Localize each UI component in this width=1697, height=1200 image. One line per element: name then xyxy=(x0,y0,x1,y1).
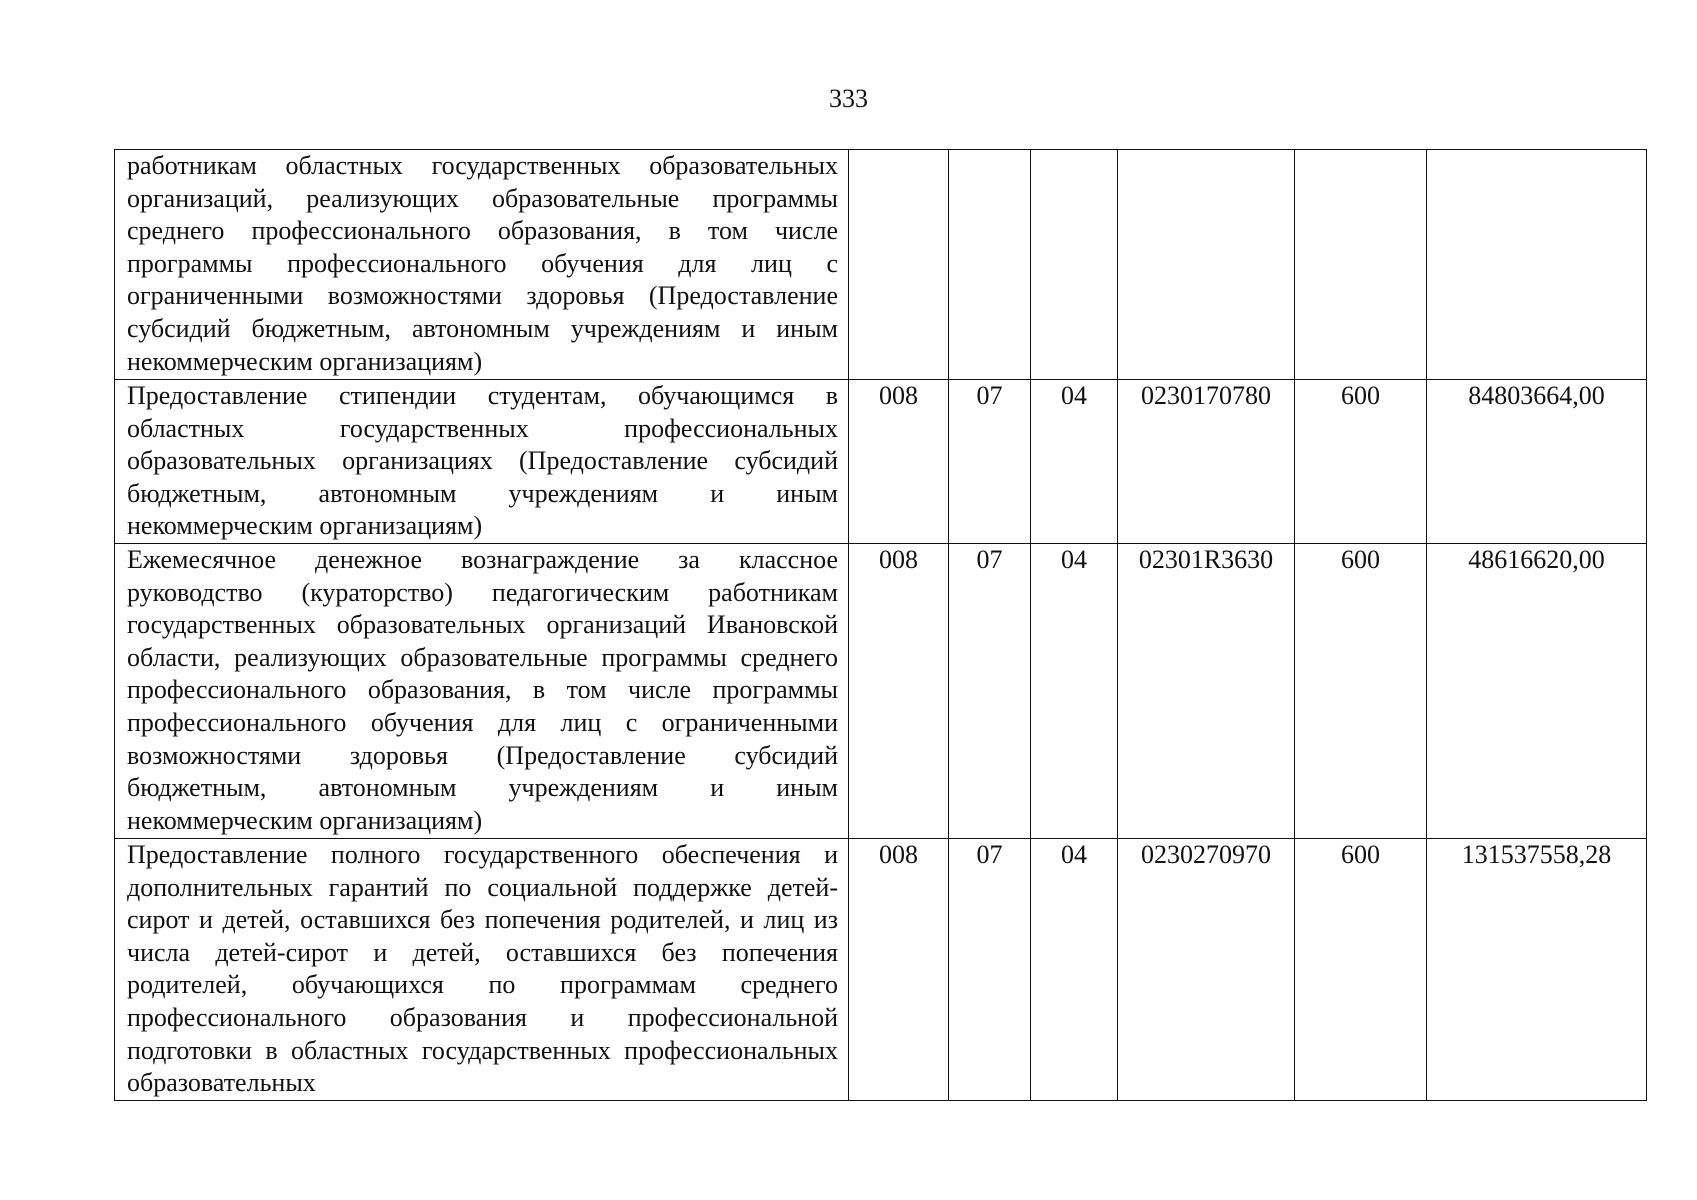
target-article-code: 0230270970 xyxy=(1118,839,1295,1101)
expense-type-code: 600 xyxy=(1295,380,1427,544)
target-article-code: 02301R3630 xyxy=(1118,544,1295,839)
subsection-code: 04 xyxy=(1031,544,1118,839)
table-row xyxy=(115,544,1647,839)
amount: 84803664,00 xyxy=(1427,380,1647,544)
amount: 131537558,28 xyxy=(1427,839,1647,1101)
expense-type-code: 600 xyxy=(1295,544,1427,839)
subsection-code: 04 xyxy=(1031,380,1118,544)
subsection-code xyxy=(1031,150,1118,380)
amount xyxy=(1427,150,1647,380)
section-code: 07 xyxy=(949,380,1031,544)
table-row xyxy=(115,150,1647,380)
ministry-code: 008 xyxy=(849,839,949,1101)
row-description: Предоставление полного государственного обеспечения и дополнительных гарантий по социальной поддержке детей-сирот и детей, оставшихся без попечения родителей, и лиц из числа детей-сирот и детей, оставшихся без попечения родителей, обучающихся по программам среднего профессионального образования и профессиональной подготовки в областных государственных профессиональных образовательных xyxy=(115,839,849,1101)
table-row xyxy=(115,380,1647,544)
amount: 48616620,00 xyxy=(1427,544,1647,839)
target-article-code xyxy=(1118,150,1295,380)
expense-type-code: 600 xyxy=(1295,839,1427,1101)
row-description: Предоставление стипендии студентам, обучающимся в областных государственных профессиональных образовательных организациях (Предоставление субсидий бюджетным, автономным учреждениям и иным некоммерческим организациям) xyxy=(115,380,849,544)
target-article-code: 0230170780 xyxy=(1118,380,1295,544)
page-number: 333 xyxy=(829,84,868,113)
section-code: 07 xyxy=(949,544,1031,839)
budget-table xyxy=(114,149,1647,1101)
row-description: работникам областных государственных образовательных организаций, реализующих образовательные программы среднего профессионального образования, в том числе программы профессионального обучения для лиц с ограниченными возможностями здоровья (Предоставление субсидий бюджетным, автономным учреждениям и иным некоммерческим организациям) xyxy=(115,150,849,380)
ministry-code: 008 xyxy=(849,544,949,839)
expense-type-code xyxy=(1295,150,1427,380)
row-description: Ежемесячное денежное вознаграждение за классное руководство (кураторство) педагогическим работникам государственных образовательных организаций Ивановской области, реализующих образовательные программы среднего профессионального образования, в том числе программы профессионального обучения для лиц с ограниченными возможностями здоровья (Предоставление субсидий бюджетным, автономным учреждениям и иным некоммерческим организациям) xyxy=(115,544,849,839)
subsection-code: 04 xyxy=(1031,839,1118,1101)
ministry-code xyxy=(849,150,949,380)
ministry-code: 008 xyxy=(849,380,949,544)
table-row xyxy=(115,839,1647,1101)
section-code xyxy=(949,150,1031,380)
section-code: 07 xyxy=(949,839,1031,1101)
